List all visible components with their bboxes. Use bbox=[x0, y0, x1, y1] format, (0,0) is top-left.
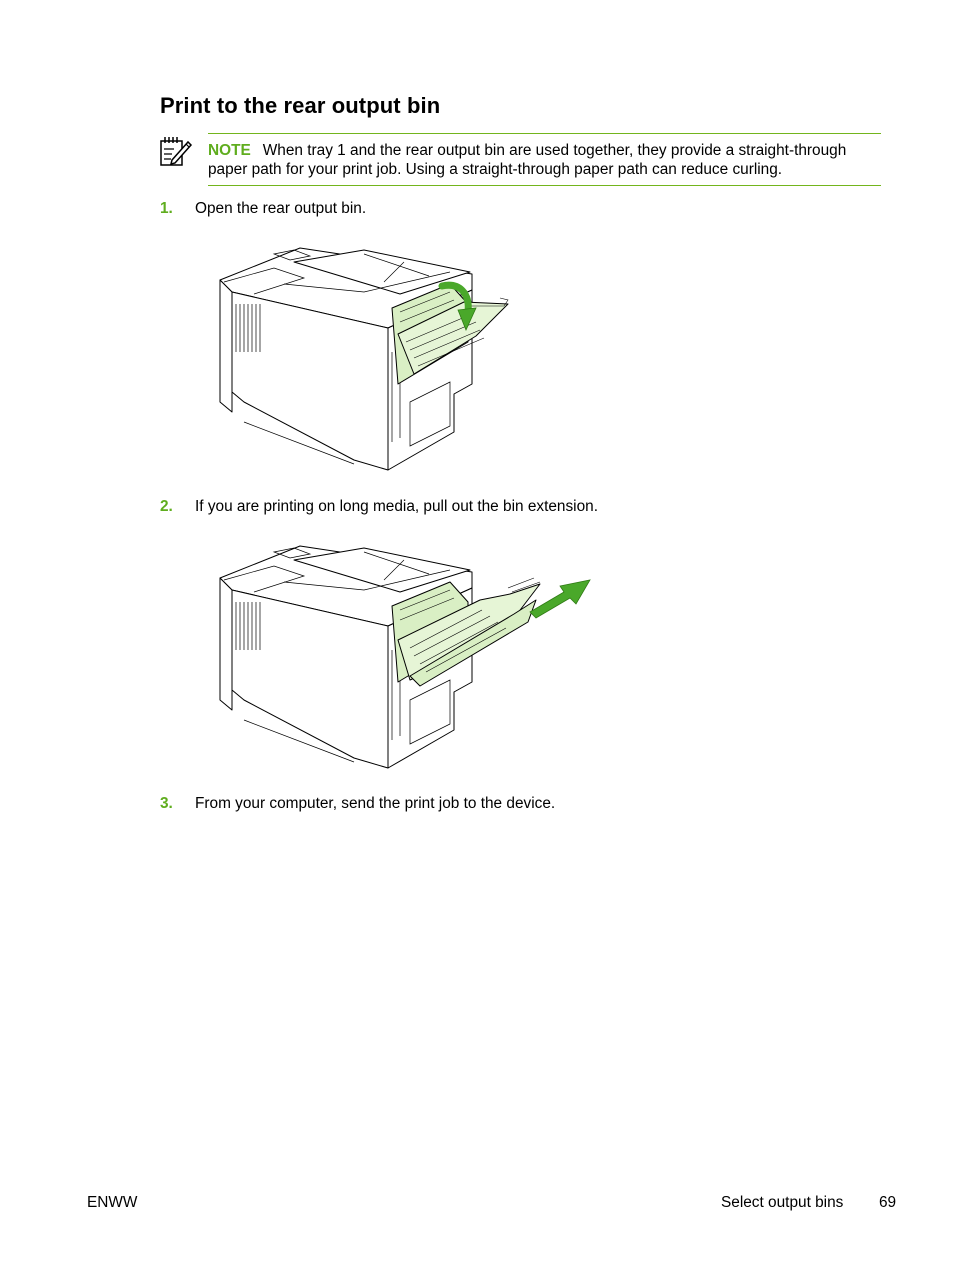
page-title: Print to the rear output bin bbox=[160, 93, 441, 118]
step-number: 2. bbox=[160, 498, 173, 515]
note-body: When tray 1 and the rear output bin are used together, they provide a straight-through paper path for your print job. Using a straight-through paper path can reduce curling. bbox=[208, 142, 847, 178]
step-text: Open the rear output bin. bbox=[195, 200, 367, 217]
footer-left: ENWW bbox=[87, 1194, 138, 1211]
footer-page-number: 69 bbox=[879, 1194, 897, 1211]
note-text-block bbox=[208, 141, 881, 179]
step-number: 3. bbox=[160, 795, 173, 812]
step-number: 1. bbox=[160, 200, 173, 217]
printer-rear-bin-open-illustration bbox=[214, 242, 514, 474]
step-text: If you are printing on long media, pull out the bin extension. bbox=[195, 498, 598, 515]
printer-bin-extension-illustration bbox=[214, 540, 594, 772]
footer-section: Select output bins bbox=[721, 1194, 844, 1211]
note-label: NOTE bbox=[208, 142, 251, 159]
note-box bbox=[208, 133, 881, 186]
note-pencil-icon bbox=[159, 135, 193, 167]
step-text: From your computer, send the print job to the device. bbox=[195, 795, 556, 812]
